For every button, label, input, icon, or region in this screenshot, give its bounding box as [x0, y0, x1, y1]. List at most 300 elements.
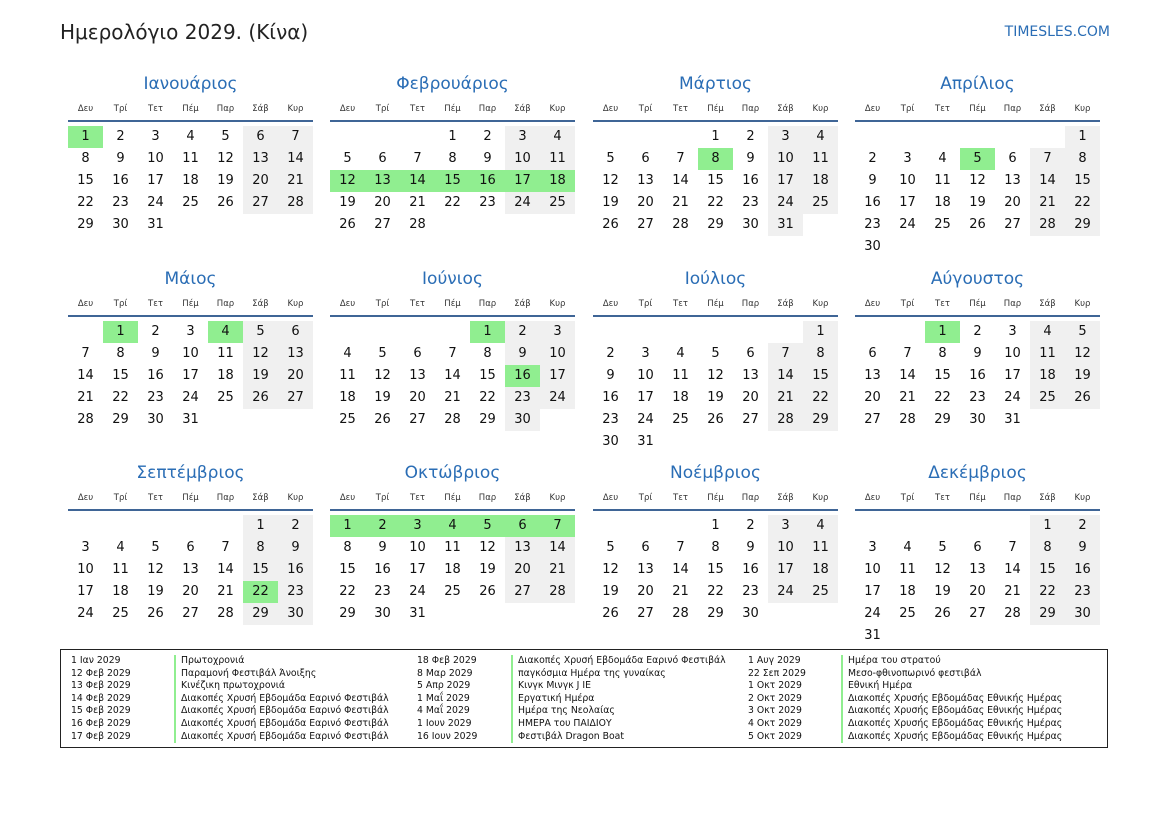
- day-cell: 16: [742, 173, 759, 188]
- day-cell: 24: [637, 412, 654, 427]
- day-cell: 5: [1065, 321, 1100, 343]
- weekday-label: Τετ: [673, 104, 688, 114]
- day-cell: 20: [374, 195, 391, 210]
- weekday-label: Τετ: [673, 493, 688, 503]
- day-cell: 18: [112, 584, 129, 599]
- empty-cell: [733, 321, 768, 343]
- day-cell: 28: [672, 217, 689, 232]
- day-cell: 6: [973, 540, 982, 555]
- day-cell: 28: [444, 412, 461, 427]
- day-cell: 10: [147, 151, 164, 166]
- day-cell: 17: [768, 170, 803, 192]
- weekday-label: Τρί: [375, 299, 390, 309]
- weekday-label: Παρ: [216, 493, 235, 503]
- month-name: Αύγουστος: [930, 269, 1025, 289]
- weekday-label: Κυρ: [1074, 104, 1091, 114]
- weekday-label: Πέμ: [444, 104, 461, 114]
- day-cell: 30: [969, 412, 986, 427]
- day-cell: 7: [1008, 540, 1017, 555]
- day-cell: 24: [1004, 390, 1021, 405]
- day-cell: 17: [77, 584, 94, 599]
- day-grid: [68, 321, 313, 431]
- weekday-label: Δευ: [602, 104, 619, 114]
- day-cell: 24: [768, 581, 803, 603]
- weekday-label: Τετ: [148, 104, 163, 114]
- day-cell: 4: [938, 151, 947, 166]
- day-cell: 21: [217, 584, 234, 599]
- day-cell: 21: [444, 390, 461, 405]
- day-cell: 16: [969, 368, 986, 383]
- holiday-date: 18 Φεβ 2029: [417, 655, 477, 666]
- day-cell: 27: [409, 412, 426, 427]
- holiday-day-cell: 1: [330, 515, 365, 537]
- day-cell: 21: [1004, 584, 1021, 599]
- weekday-label: Τρί: [900, 493, 915, 503]
- day-cell: 4: [676, 346, 685, 361]
- day-cell: 13: [409, 368, 426, 383]
- day-cell: 21: [672, 584, 689, 599]
- day-cell: 14: [217, 562, 234, 577]
- day-cell: 5: [606, 151, 615, 166]
- day-cell: 22: [803, 387, 838, 409]
- holiday-day-cell: 14: [400, 170, 435, 192]
- day-cell: 3: [540, 321, 575, 343]
- holiday-date: 15 Φεβ 2029: [71, 705, 131, 717]
- day-cell: 13: [182, 562, 199, 577]
- empty-cell: [925, 515, 960, 537]
- holiday-date: 14 Φεβ 2029: [71, 692, 131, 704]
- day-cell: 19: [147, 584, 164, 599]
- day-cell: 15: [934, 368, 951, 383]
- weekday-label: Σάβ: [777, 104, 794, 114]
- month-name: Ιούνιος: [422, 269, 483, 289]
- day-cell: 16: [864, 195, 881, 210]
- weekday-label: Παρ: [741, 104, 760, 114]
- day-cell: 15: [77, 173, 94, 188]
- holiday-day-cell: 1: [103, 321, 138, 343]
- day-cell: 8: [343, 540, 352, 555]
- weekday-label: Σάβ: [514, 299, 531, 309]
- day-cell: 17: [147, 173, 164, 188]
- weekday-label: Δευ: [339, 104, 356, 114]
- header-rule: [593, 509, 838, 511]
- day-cell: 27: [505, 581, 540, 603]
- weekday-label: Παρ: [741, 299, 760, 309]
- day-cell: 6: [413, 346, 422, 361]
- day-cell: 21: [672, 195, 689, 210]
- day-cell: 12: [969, 173, 986, 188]
- empty-cell: [663, 126, 698, 148]
- holiday-day-cell: 2: [365, 515, 400, 537]
- weekday-label: Παρ: [478, 493, 497, 503]
- day-cell: 12: [934, 562, 951, 577]
- day-cell: 25: [540, 192, 575, 214]
- day-cell: 31: [409, 606, 426, 621]
- weekday-header: [593, 99, 838, 119]
- holiday-day-cell: 18: [540, 170, 575, 192]
- holiday-date: 1 Οκτ 2029: [748, 680, 802, 692]
- weekday-label: Τετ: [935, 104, 950, 114]
- holiday-date: 8 Μαρ 2029: [417, 667, 473, 679]
- weekday-label: Παρ: [478, 104, 497, 114]
- day-cell: 27: [742, 412, 759, 427]
- day-cell: 26: [217, 195, 234, 210]
- day-cell: 24: [899, 217, 916, 232]
- day-cell: 10: [864, 562, 881, 577]
- day-cell: 17: [540, 365, 575, 387]
- day-cell: 29: [1030, 603, 1065, 625]
- header-rule: [593, 120, 838, 122]
- day-cell: 5: [343, 151, 352, 166]
- day-grid: [855, 515, 1100, 647]
- weekday-label: Πέμ: [969, 299, 986, 309]
- holiday-day-cell: 16: [470, 170, 505, 192]
- day-cell: 11: [672, 368, 689, 383]
- day-cell: 7: [448, 346, 457, 361]
- month-block: [593, 462, 838, 625]
- weekday-label: Τρί: [375, 104, 390, 114]
- weekday-header: [330, 99, 575, 119]
- day-cell: 26: [969, 217, 986, 232]
- holiday-name: παγκόσμια Ημέρα της γυναίκας: [511, 668, 666, 681]
- empty-cell: [628, 515, 663, 537]
- day-cell: 12: [602, 173, 619, 188]
- day-cell: 1: [243, 515, 278, 537]
- day-cell: 26: [602, 217, 619, 232]
- day-cell: 14: [540, 537, 575, 559]
- header-rule: [330, 315, 575, 317]
- day-cell: 1: [803, 321, 838, 343]
- day-cell: 1: [1065, 126, 1100, 148]
- holiday-date: 16 Φεβ 2029: [71, 717, 131, 729]
- day-cell: 29: [339, 606, 356, 621]
- day-cell: 25: [339, 412, 356, 427]
- holiday-name: Εργατική Ημέρα: [511, 693, 594, 706]
- day-cell: 24: [409, 584, 426, 599]
- day-cell: 13: [637, 173, 654, 188]
- weekday-label: Τετ: [410, 104, 425, 114]
- day-cell: 26: [243, 387, 278, 409]
- day-cell: 18: [672, 390, 689, 405]
- day-cell: 18: [1030, 365, 1065, 387]
- day-cell: 6: [1008, 151, 1017, 166]
- holiday-name: Διακοπές Χρυσή Εβδομάδα Εαρινό Φεστιβάλ: [511, 655, 726, 668]
- day-cell: 6: [243, 126, 278, 148]
- day-cell: 13: [742, 368, 759, 383]
- holiday-date: 22 Σεπ 2029: [748, 667, 806, 679]
- day-cell: 18: [444, 562, 461, 577]
- day-cell: 9: [868, 173, 877, 188]
- day-cell: 6: [378, 151, 387, 166]
- day-cell: 30: [742, 217, 759, 232]
- day-cell: 6: [278, 321, 313, 343]
- day-cell: 8: [1030, 537, 1065, 559]
- header-rule: [855, 120, 1100, 122]
- day-cell: 8: [116, 346, 125, 361]
- day-cell: 14: [1030, 170, 1065, 192]
- day-cell: 14: [444, 368, 461, 383]
- weekday-label: Παρ: [1003, 104, 1022, 114]
- month-block: [68, 268, 313, 431]
- day-cell: 30: [147, 412, 164, 427]
- weekday-header: [68, 488, 313, 508]
- day-cell: 27: [969, 606, 986, 621]
- day-cell: 11: [899, 562, 916, 577]
- day-cell: 20: [1004, 195, 1021, 210]
- holiday-list: [60, 649, 1108, 748]
- month-block: [68, 73, 313, 236]
- day-cell: 26: [602, 606, 619, 621]
- day-cell: 30: [742, 606, 759, 621]
- day-cell: 7: [278, 126, 313, 148]
- day-cell: 30: [505, 409, 540, 431]
- day-cell: 29: [243, 603, 278, 625]
- weekday-label: Σάβ: [514, 493, 531, 503]
- weekday-header: [68, 99, 313, 119]
- day-cell: 9: [505, 343, 540, 365]
- day-cell: 19: [969, 195, 986, 210]
- day-cell: 13: [637, 562, 654, 577]
- day-cell: 3: [505, 126, 540, 148]
- day-cell: 24: [182, 390, 199, 405]
- day-cell: 4: [803, 515, 838, 537]
- empty-cell: [855, 515, 890, 537]
- empty-cell: [400, 321, 435, 343]
- weekday-label: Τετ: [935, 299, 950, 309]
- holiday-name: Διακοπές Χρυσής Εβδομάδας Εθνικής Ημέρας: [841, 693, 1062, 706]
- month-name: Απρίλιος: [940, 74, 1015, 94]
- day-cell: 27: [637, 606, 654, 621]
- day-cell: 21: [768, 387, 803, 409]
- day-cell: 23: [742, 584, 759, 599]
- page-title: Ημερολόγιο 2029. (Κίνα): [60, 20, 309, 44]
- weekday-label: Σάβ: [252, 104, 269, 114]
- weekday-label: Δευ: [77, 493, 94, 503]
- weekday-label: Σάβ: [514, 104, 531, 114]
- day-cell: 26: [1065, 387, 1100, 409]
- weekday-label: Δευ: [864, 104, 881, 114]
- day-cell: 10: [409, 540, 426, 555]
- day-cell: 30: [278, 603, 313, 625]
- day-cell: 8: [81, 151, 90, 166]
- day-cell: 9: [378, 540, 387, 555]
- day-cell: 1: [711, 129, 720, 144]
- day-cell: 2: [746, 129, 755, 144]
- day-cell: 4: [903, 540, 912, 555]
- day-cell: 16: [742, 562, 759, 577]
- day-cell: 10: [505, 148, 540, 170]
- holiday-day-cell: 16: [505, 365, 540, 387]
- empty-cell: [68, 515, 103, 537]
- empty-cell: [925, 126, 960, 148]
- day-cell: 9: [1065, 537, 1100, 559]
- day-cell: 4: [343, 346, 352, 361]
- day-cell: 13: [969, 562, 986, 577]
- day-cell: 18: [803, 559, 838, 581]
- day-cell: 19: [339, 195, 356, 210]
- day-cell: 28: [217, 606, 234, 621]
- weekday-label: Παρ: [741, 493, 760, 503]
- day-cell: 8: [711, 540, 720, 555]
- empty-cell: [890, 126, 925, 148]
- weekday-label: Τρί: [900, 299, 915, 309]
- day-cell: 1: [711, 518, 720, 533]
- day-cell: 1: [448, 129, 457, 144]
- day-cell: 22: [707, 195, 724, 210]
- day-grid: [68, 515, 313, 625]
- day-cell: 30: [374, 606, 391, 621]
- day-cell: 3: [81, 540, 90, 555]
- month-block: [593, 73, 838, 236]
- day-cell: 13: [243, 148, 278, 170]
- holiday-name: Εθνική Ημέρα: [841, 680, 912, 693]
- empty-cell: [330, 321, 365, 343]
- day-cell: 20: [505, 559, 540, 581]
- day-cell: 15: [243, 559, 278, 581]
- weekday-label: Παρ: [478, 299, 497, 309]
- day-cell: 6: [641, 540, 650, 555]
- day-cell: 10: [637, 368, 654, 383]
- empty-cell: [68, 321, 103, 343]
- day-grid: [330, 321, 575, 431]
- holiday-day-cell: 7: [540, 515, 575, 537]
- day-cell: 25: [112, 606, 129, 621]
- day-cell: 20: [243, 170, 278, 192]
- day-cell: 24: [147, 195, 164, 210]
- empty-cell: [435, 321, 470, 343]
- day-cell: 9: [116, 151, 125, 166]
- weekday-label: Πέμ: [182, 104, 199, 114]
- empty-cell: [138, 515, 173, 537]
- day-cell: 15: [1065, 170, 1100, 192]
- day-grid: [593, 126, 838, 236]
- day-cell: 25: [1030, 387, 1065, 409]
- weekday-label: Πέμ: [444, 299, 461, 309]
- day-cell: 4: [1030, 321, 1065, 343]
- day-cell: 26: [707, 412, 724, 427]
- day-cell: 2: [483, 129, 492, 144]
- holiday-name: Μεσο-φθινοπωρινό φεστιβάλ: [841, 668, 981, 681]
- day-cell: 19: [934, 584, 951, 599]
- holiday-day-cell: 17: [505, 170, 540, 192]
- day-cell: 2: [1065, 515, 1100, 537]
- day-cell: 27: [182, 606, 199, 621]
- day-cell: 23: [1065, 581, 1100, 603]
- day-cell: 28: [409, 217, 426, 232]
- day-cell: 5: [221, 129, 230, 144]
- site-link[interactable]: TIMESLES.COM: [1004, 24, 1110, 40]
- weekday-label: Σάβ: [1039, 493, 1056, 503]
- day-cell: 12: [479, 540, 496, 555]
- day-cell: 19: [1065, 365, 1100, 387]
- empty-cell: [768, 321, 803, 343]
- day-cell: 29: [77, 217, 94, 232]
- holiday-name: Διακοπές Χρυσής Εβδομάδας Εθνικής Ημέρας: [841, 731, 1062, 744]
- day-grid: [330, 515, 575, 625]
- holiday-name: Φεστιβάλ Dragon Boat: [511, 731, 624, 744]
- day-cell: 14: [1004, 562, 1021, 577]
- weekday-label: Κυρ: [1074, 299, 1091, 309]
- day-cell: 21: [409, 195, 426, 210]
- weekday-label: Πέμ: [969, 493, 986, 503]
- day-cell: 21: [1030, 192, 1065, 214]
- day-cell: 20: [182, 584, 199, 599]
- day-cell: 9: [973, 346, 982, 361]
- holiday-day-cell: 1: [925, 321, 960, 343]
- day-cell: 30: [864, 239, 881, 254]
- day-cell: 22: [77, 195, 94, 210]
- day-cell: 22: [444, 195, 461, 210]
- month-block: [330, 73, 575, 236]
- day-cell: 2: [868, 151, 877, 166]
- day-cell: 24: [77, 606, 94, 621]
- day-cell: 12: [707, 368, 724, 383]
- day-cell: 5: [378, 346, 387, 361]
- weekday-label: Τρί: [113, 493, 128, 503]
- day-cell: 13: [505, 537, 540, 559]
- holiday-date: 3 Οκτ 2029: [748, 705, 802, 717]
- day-cell: 11: [1030, 343, 1065, 365]
- weekday-label: Τρί: [900, 104, 915, 114]
- day-cell: 10: [1004, 346, 1021, 361]
- weekday-header: [330, 294, 575, 314]
- day-cell: 20: [637, 195, 654, 210]
- day-cell: 16: [1065, 559, 1100, 581]
- day-cell: 25: [182, 195, 199, 210]
- holiday-name: Διακοπές Χρυσή Εβδομάδα Εαρινό Φεστιβάλ: [174, 693, 389, 706]
- day-cell: 2: [746, 518, 755, 533]
- holiday-date: 12 Φεβ 2029: [71, 667, 131, 679]
- weekday-label: Σάβ: [1039, 104, 1056, 114]
- day-cell: 7: [81, 346, 90, 361]
- day-cell: 7: [221, 540, 230, 555]
- day-cell: 15: [1030, 559, 1065, 581]
- weekday-label: Πέμ: [182, 299, 199, 309]
- day-cell: 5: [243, 321, 278, 343]
- day-grid: [330, 126, 575, 236]
- header-rule: [68, 315, 313, 317]
- day-cell: 22: [339, 584, 356, 599]
- holiday-day-cell: 4: [435, 515, 470, 537]
- empty-cell: [663, 515, 698, 537]
- day-cell: 24: [864, 606, 881, 621]
- weekday-label: Σάβ: [777, 299, 794, 309]
- weekday-label: Τρί: [638, 493, 653, 503]
- empty-cell: [890, 515, 925, 537]
- day-cell: 3: [186, 324, 195, 339]
- day-cell: 29: [1065, 214, 1100, 236]
- day-cell: 30: [112, 217, 129, 232]
- day-cell: 14: [899, 368, 916, 383]
- weekday-label: Δευ: [864, 299, 881, 309]
- holiday-name: Κινγκ Μινγκ J IE: [511, 680, 591, 693]
- day-cell: 19: [479, 562, 496, 577]
- empty-cell: [330, 126, 365, 148]
- day-cell: 11: [803, 537, 838, 559]
- day-cell: 2: [973, 324, 982, 339]
- day-cell: 10: [899, 173, 916, 188]
- day-cell: 15: [479, 368, 496, 383]
- day-grid: [855, 126, 1100, 258]
- empty-cell: [855, 126, 890, 148]
- month-name: Φεβρουάριος: [396, 74, 509, 94]
- weekday-label: Τετ: [935, 493, 950, 503]
- day-cell: 31: [147, 217, 164, 232]
- day-cell: 2: [116, 129, 125, 144]
- day-cell: 4: [116, 540, 125, 555]
- header-rule: [855, 315, 1100, 317]
- empty-cell: [698, 321, 733, 343]
